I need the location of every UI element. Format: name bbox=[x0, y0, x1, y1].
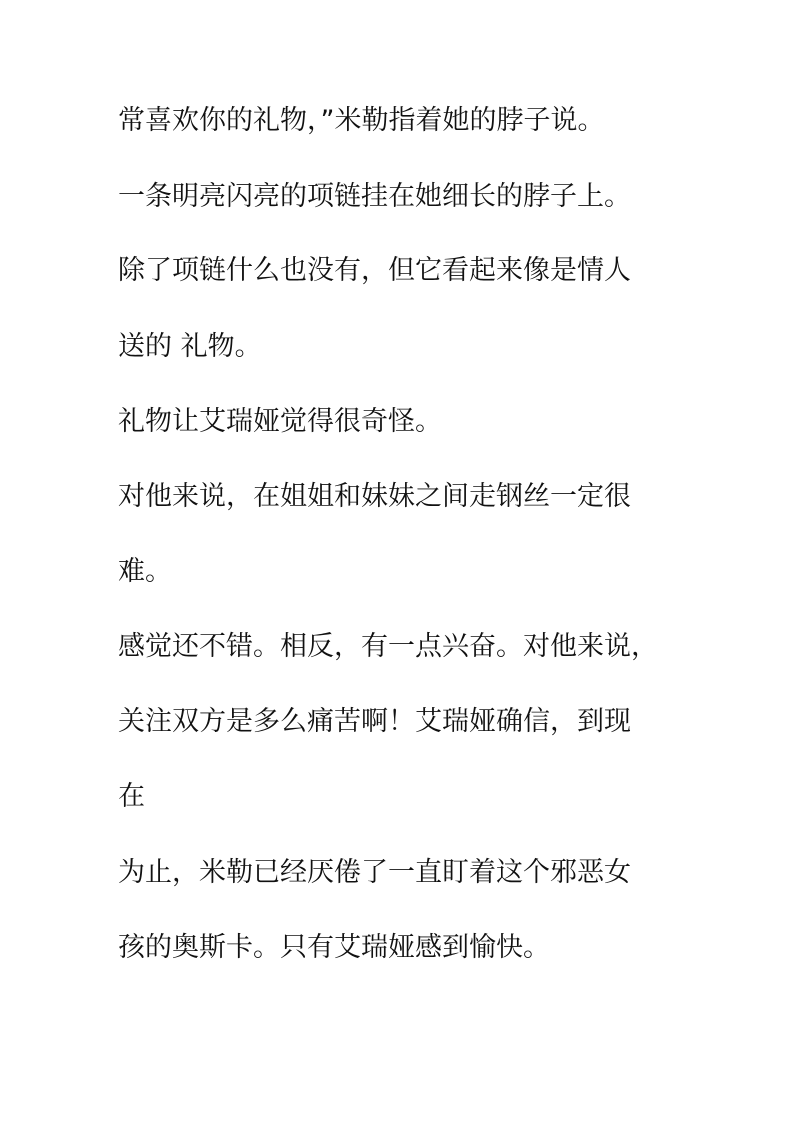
text-line: 礼物让艾瑞娅觉得很奇怪。 bbox=[118, 406, 442, 437]
text-line: 为止，米勒已经厌倦了一直盯着这个邪恶女 bbox=[118, 857, 631, 888]
text-line: 送的 礼物。 bbox=[118, 331, 262, 362]
text-line: 在 bbox=[118, 781, 145, 812]
text-line: 感觉还不错。相反，有一点兴奋。对他来说， bbox=[118, 631, 658, 662]
text-line: 对他来说，在姐姐和妹妹之间走钢丝一定很 bbox=[118, 481, 631, 512]
text-line: 除了项链什么也没有，但它看起来像是情人 bbox=[118, 255, 631, 286]
text-line: 常喜欢你的礼物，”米勒指着她的脖子说。 bbox=[118, 105, 605, 136]
text-line: 难。 bbox=[118, 556, 172, 587]
text-line: 孩的奥斯卡。只有艾瑞娅感到愉快。 bbox=[118, 932, 550, 963]
text-line: 关注双方是多么痛苦啊！艾瑞娅确信，到现 bbox=[118, 706, 631, 737]
text-line: 一条明亮闪亮的项链挂在她细长的脖子上。 bbox=[118, 181, 631, 212]
